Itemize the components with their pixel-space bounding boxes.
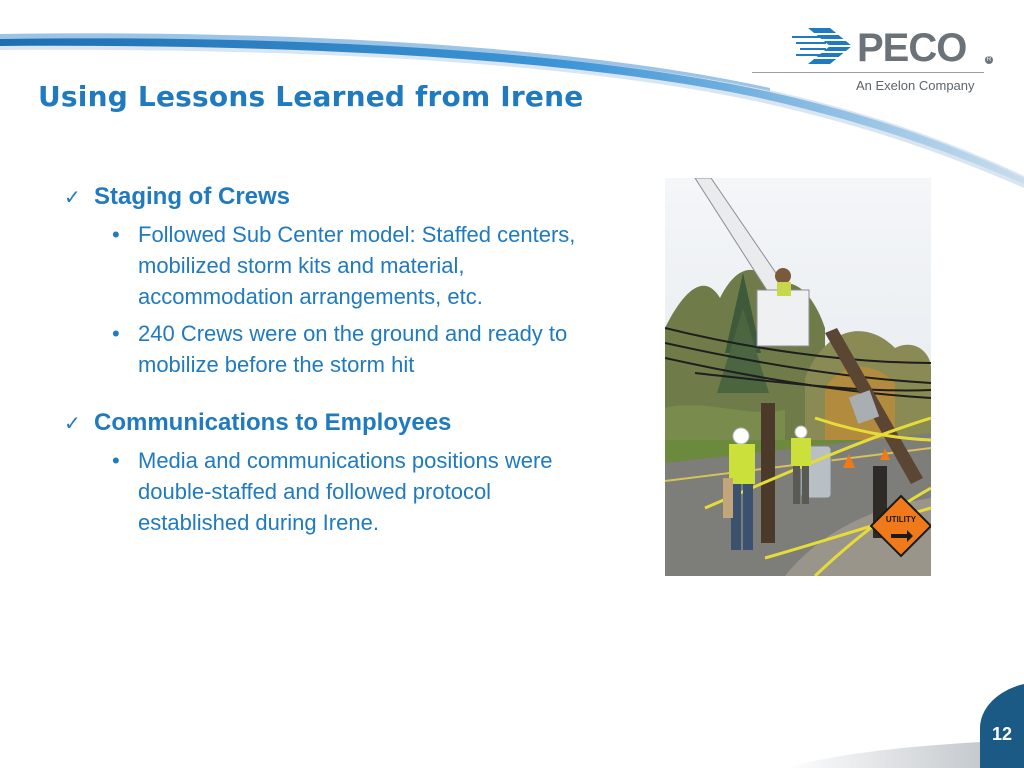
bullet-dot: • xyxy=(112,448,120,473)
page-number-tab xyxy=(784,668,1024,768)
registered-mark-icon: R xyxy=(986,57,992,63)
bullet-list xyxy=(64,219,584,380)
sign-text: UTILITY xyxy=(885,515,917,524)
logo-tagline: An Exelon Company xyxy=(856,78,975,93)
page-number: 12 xyxy=(991,724,1013,744)
logo-divider xyxy=(752,72,984,73)
section-heading-text: Staging of Crews xyxy=(94,183,291,210)
bullet-dot: • xyxy=(112,222,120,247)
list-item xyxy=(112,445,584,538)
peco-logo-mark xyxy=(792,26,854,66)
section-staging xyxy=(64,182,584,380)
bullet-text: Media and communications positions were double-staffed and followed protocol established during Irene. xyxy=(138,448,553,535)
section-heading xyxy=(64,182,584,213)
bullet-dot: • xyxy=(112,321,120,346)
bullet-list xyxy=(64,445,584,538)
list-item xyxy=(112,219,584,312)
section-communications xyxy=(64,408,584,538)
peco-logo xyxy=(752,24,1002,98)
list-item xyxy=(112,318,584,380)
section-heading-text: Communications to Employees xyxy=(94,409,452,436)
crew-photo xyxy=(665,178,931,576)
section-heading xyxy=(64,408,584,439)
bullet-text: Followed Sub Center model: Staffed centers, mobilized storm kits and material, accommodation arrangements, etc. xyxy=(138,222,576,309)
bullet-text: 240 Crews were on the ground and ready to mobilize before the storm hit xyxy=(138,321,568,377)
slide-body xyxy=(64,182,584,566)
check-icon: ✓ xyxy=(64,187,81,209)
logo-wordmark: PECO xyxy=(857,26,967,70)
check-icon: ✓ xyxy=(64,413,81,435)
slide-title: Using Lessons Learned from Irene xyxy=(38,80,584,113)
